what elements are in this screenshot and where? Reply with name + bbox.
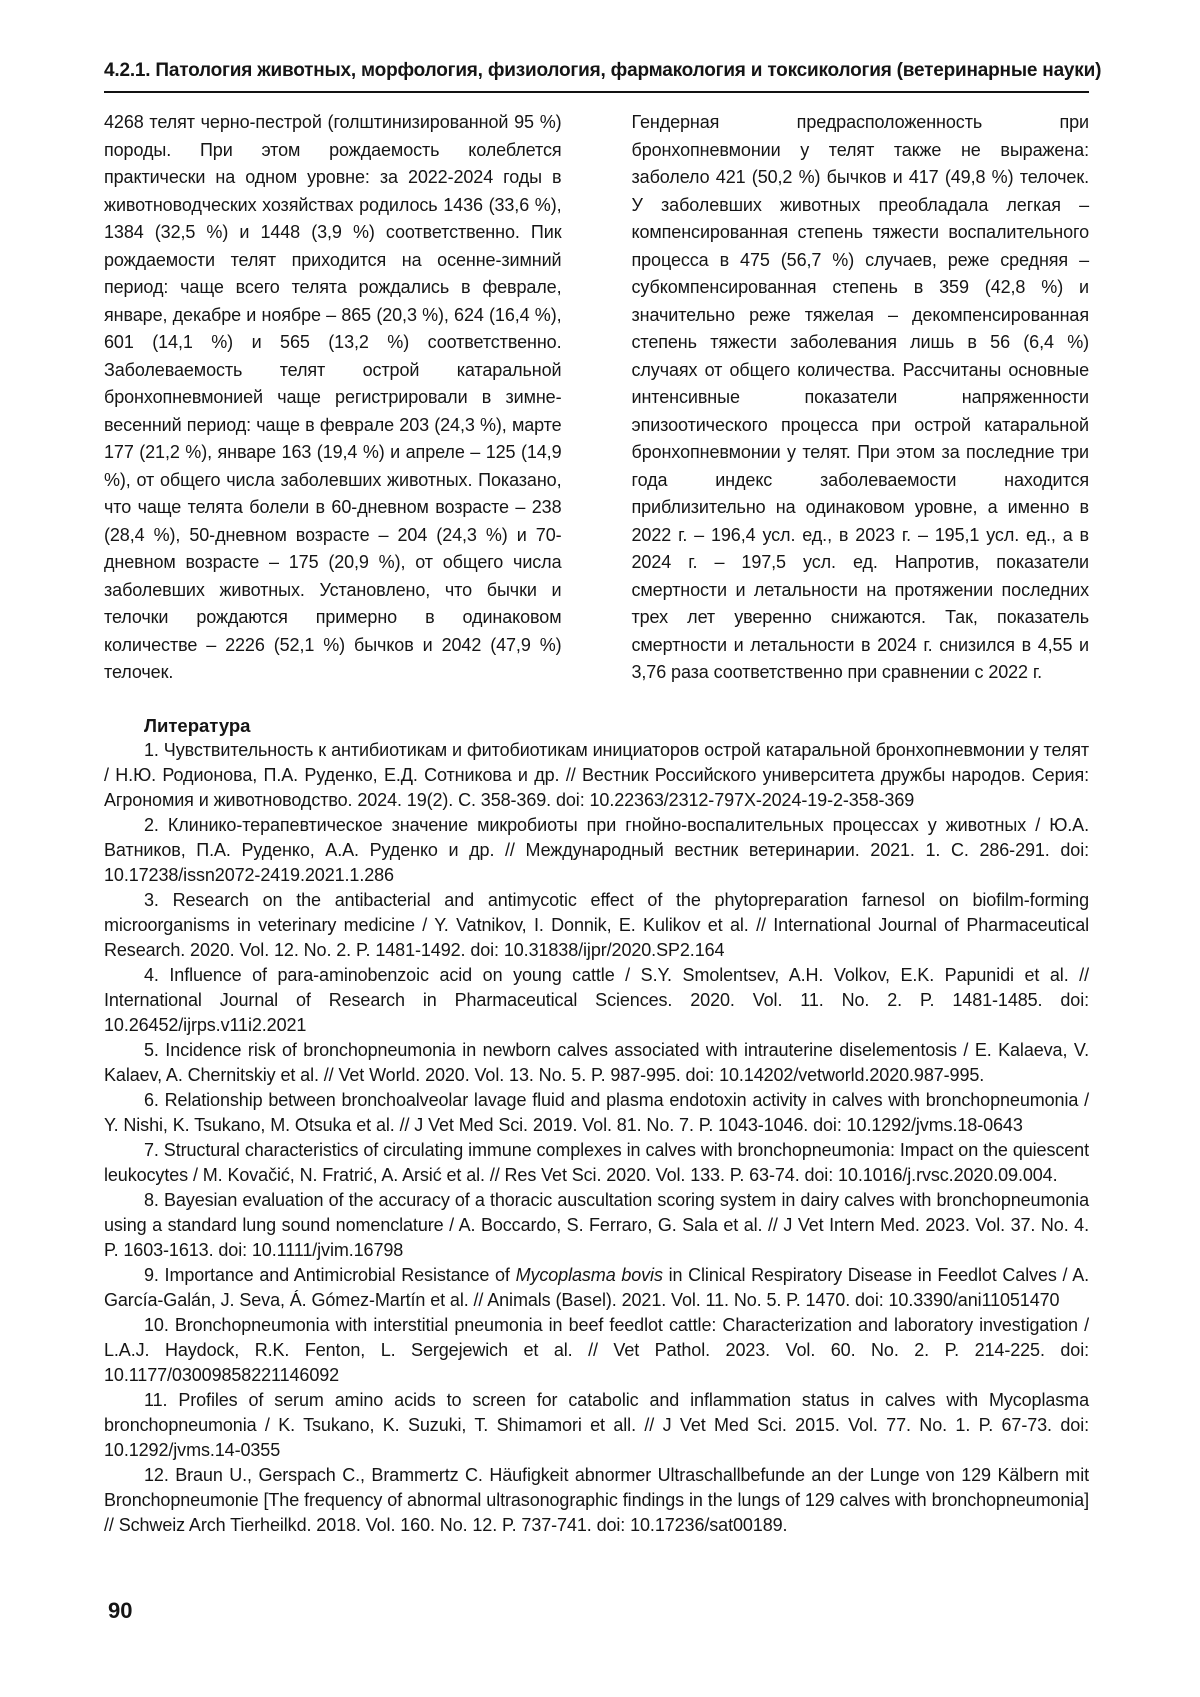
reference-item [104,813,1089,888]
reference-item [104,1188,1089,1263]
page-number: 90 [108,1598,133,1623]
reference-italic-text: Mycoplasma bovis [515,1264,663,1285]
reference-item [104,1388,1089,1463]
reference-text: 5. Incidence risk of bronchopneumonia in newborn calves associated with intrauterine diselementosis / E. Kalaeva, V. Kalaev, A. Chernitskiy et al. // Vet World. 2020. Vol. 13. No. 5. P. 987-995. doi: 10.14202/vetworld.2020.987-995. [104,1039,1089,1085]
article-right-column: Гендерная предрасположенность при бронхопневмонии у телят также не выражена: заболело 421 (50,2 %) бычков и 417 (49,8 %) телочек. У заболевших животных преобладала легкая – компенсированная степень тяжести воспалительного процесса в 475 (56,7 %) случаев, реже средняя – субкомпенсированная степень в 359 (42,8 %) и значительно реже тяжелая – декомпенсированная степень тяжести заболевания лишь в 56 (6,4 %) случаях от общего количества. Рассчитаны основные интенсивные показатели напряженности эпизоотического процесса при острой катаральной бронхопневмонии у телят. При этом за последние три года индекс заболеваемости находится приблизительно на одинаковом уровне, а именно в 2022 г. – 196,4 усл. ед., в 2023 г. – 195,1 усл. ед., а в 2024 г. – 197,5 усл. ед. Напротив, показатели смертности и летальности на протяжении последних трех лет уверенно снижаются. Так, показатель смертности и летальности в 2024 г. снизился в 4,55 и 3,76 раза соответственно при сравнении с 2022 г. [631,112,1089,682]
reference-item [104,1463,1089,1538]
references-list [104,738,1089,1538]
reference-item [104,1313,1089,1388]
reference-item [104,738,1089,813]
reference-item [104,888,1089,963]
reference-text: 1. Чувствительность к антибиотикам и фитобиотикам инициаторов острой катаральной бронхопневмонии у телят / Н.Ю. Родионова, П.А. Руденко, Е.Д. Сотникова и др. // Вестник Российского университета дружбы народов. Серия: Агрономия и животноводство. 2024. 19(2). С. 358-369. doi: 10.22363/2312-797X-2024-19-2-358-369 [104,739,1089,810]
article-left-column: 4268 телят черно-пестрой (голштинизированной 95 %) породы. При этом рождаемость колеблется практически на одном уровне: за 2022-2024 годы в животноводческих хозяйствах родилось 1436 (33,6 %), 1384 (32,5 %) и 1448 (3,9 %) соответственно. Пик рождаемости телят приходится на осенне-зимний период: чаще всего телята рождались в феврале, январе, декабре и ноябре – 865 (20,3 %), 624 (16,4 %), 601 (14,1 %) и 565 (13,2 %) соответственно. Заболеваемость телят острой катаральной бронхопневмонией чаще регистрировали в зимне-весенний период: чаще в феврале 203 (24,3 %), марте 177 (21,2 %), январе 163 (19,4 %) и апреле – 125 (14,9 %), от общего числа заболевших животных. Показано, что чаще телята болели в 60-дневном возрасте – 238 (28,4 %), 50-дневном возрасте – 204 (24,3 %) и 70-дневном возрасте – 175 (20,9 %), от общего числа заболевших животных. Установлено, что бычки и телочки рождаются примерно в одинаковом количестве – 2226 (52,1 %) бычков и 2042 (47,9 %) телочек. [104,112,562,682]
reference-text: 2. Клинико-терапевтическое значение микробиоты при гнойно-воспалительных процессах у животных / Ю.А. Ватников, П.А. Руденко, А.А. Руденко и др. // Международный вестник ветеринарии. 2021. 1. С. 286-291. doi: 10.17238/issn2072-2419.2021.1.286 [104,814,1089,885]
reference-text: 11. Profiles of serum amino acids to screen for catabolic and inflammation status in calves with Mycoplasma bronchopneumonia / K. Tsukano, K. Suzuki, T. Shimamori et all. // J Vet Med Sci. 2015. Vol. 77. No. 1. P. 67-73. doi: 10.1292/jvms.14-0355 [104,1389,1089,1460]
reference-item [104,963,1089,1038]
reference-item [104,1038,1089,1088]
reference-text: 8. Bayesian evaluation of the accuracy of a thoracic auscultation scoring system in dairy calves with bronchopneumonia using a standard lung sound nomenclature / A. Boccardo, S. Ferraro, G. Sala et al. // J Vet Intern Med. 2023. Vol. 37. No. 4. P. 1603-1613. doi: 10.1111/jvim.16798 [104,1189,1089,1260]
literature-heading: Литература [144,714,251,736]
reference-text: 3. Research on the antibacterial and antimycotic effect of the phytopreparation farnesol on biofilm-forming microorganisms in veterinary medicine / Y. Vatnikov, I. Donnik, E. Kulikov et al. // International Journal of Pharmaceutical Research. 2020. Vol. 12. No. 2. P. 1481-1492. doi: 10.31838/ijpr/2020.SP2.164 [104,889,1089,960]
reference-text: in Clinical Respiratory Disease in Feedlot Calves / A. García-Galán, J. Seva, Á. Gómez-Martín et al. // Animals (Basel). 2021. Vol. 11. No. 5. P. 1470. doi: 10.3390/ani11051470 [104,1264,1089,1310]
reference-text: 6. Relationship between bronchoalveolar lavage fluid and plasma endotoxin activity in calves with bronchopneumonia / Y. Nishi, K. Tsukano, M. Otsuka et al. // J Vet Med Sci. 2019. Vol. 81. No. 7. P. 1043-1046. doi: 10.1292/jvms.18-0643 [104,1089,1089,1135]
article-body [104,109,1089,687]
section-header: 4.2.1. Патология животных, морфология, физиология, фармакология и токсикология (ветеринарные науки) [104,60,1089,93]
literature-section [104,713,1089,1538]
reference-text: 10. Bronchopneumonia with interstitial pneumonia in beef feedlot cattle: Characterization and laboratory investigation / L.A.J. Haydock, R.K. Fenton, L. Sergejewich et al. // Vet Pathol. 2023. Vol. 60. No. 2. P. 214-225. doi: 10.1177/03009858221146092 [104,1314,1089,1385]
reference-item [104,1263,1089,1313]
reference-item [104,1138,1089,1188]
reference-text: 7. Structural characteristics of circulating immune complexes in calves with bronchopneumonia: Impact on the quiescent leukocytes / M. Kovačić, N. Fratrić, A. Arsić et al. // Res Vet Sci. 2020. Vol. 133. P. 63-74. doi: 10.1016/j.rvsc.2020.09.004. [104,1139,1089,1185]
reference-item [104,1088,1089,1138]
page-content [104,60,1102,1538]
reference-text: 4. Influence of para-aminobenzoic acid on young cattle / S.Y. Smolentsev, A.H. Volkov, E.K. Papunidi et al. // International Journal of Research in Pharmaceutical Sciences. 2020. Vol. 11. No. 2. P. 1481-1485. doi: 10.26452/ijrps.v11i2.2021 [104,964,1089,1035]
reference-text: 9. Importance and Antimicrobial Resistance of [144,1264,516,1285]
reference-text: 12. Braun U., Gerspach C., Brammertz C. Häufigkeit abnormer Ultraschallbefunde an der Lunge von 129 Kälbern mit Bronchopneumonie [The frequency of abnormal ultrasonographic findings in the lungs of 129 calves with bronchopneumonia] // Schweiz Arch Tierheilkd. 2018. Vol. 160. No. 12. P. 737-741. doi: 10.17236/sat00189. [104,1464,1089,1535]
